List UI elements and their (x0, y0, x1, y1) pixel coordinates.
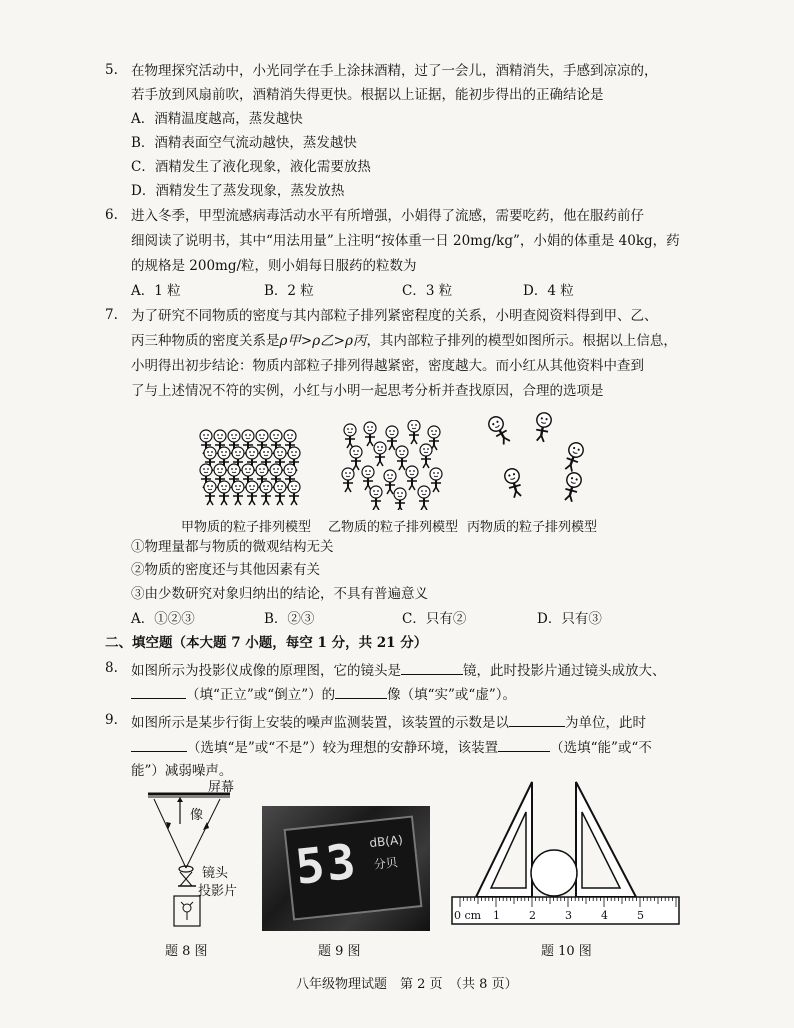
particle-model-dense-figure (196, 428, 306, 508)
particle-figure (344, 424, 356, 448)
screen-label: 屏幕 (208, 780, 235, 795)
particle-figure (288, 481, 300, 505)
question-number: 7. (105, 307, 118, 323)
question-stem (131, 712, 646, 732)
particle-figure (232, 481, 244, 505)
answer-blank[interactable] (335, 684, 387, 699)
stem-text: 如图所示是某步行街上安装的噪声监测装置，该装置的示数是以 (131, 715, 509, 731)
particle-figure (370, 486, 382, 510)
option-b: B．2 粒 (264, 283, 314, 299)
question-stem: 若手放到风扇前吹，酒精消失得更快。根据以上证据，能初步得出的正确结论是 (131, 87, 604, 103)
stem-text: （填“正立”或“倒立”）的 (186, 687, 336, 703)
particle-figure (418, 486, 430, 510)
figure-caption: 题 8 图 (165, 944, 208, 959)
noise-unit: dB(A) (368, 832, 404, 851)
ruler-label: 3 (565, 909, 572, 922)
noise-monitor-photo (262, 806, 430, 931)
stem-text: 如图所示为投影仪成像的原理图，它的镜头是 (131, 663, 401, 679)
stem-text: ，其内部粒子排列的模型如图所示。根据以上信息， (366, 333, 677, 349)
slide-label: 投影片 (198, 884, 238, 899)
statement-3: ③由少数研究对象归纳出的结论，不具有普遍意义 (131, 586, 428, 602)
particle-figure (274, 481, 286, 505)
particle-figure (342, 468, 354, 492)
option-a: A．酒精温度越高，蒸发越快 (131, 111, 303, 127)
question-stem: 在物理探究活动中，小光同学在手上涂抹酒精，过了一会儿，酒精消失，手感到凉凉的， (131, 63, 658, 79)
particle-figure (562, 441, 585, 473)
particle-figure (486, 414, 513, 446)
particle-figure (420, 444, 432, 468)
option-b: B．②③ (264, 611, 315, 627)
question-stem: 了与上述情况不符的实例，小红与小明一起思考分析并查找原因，合理的选项是 (131, 383, 604, 399)
particle-figure (503, 467, 524, 499)
question-stem (131, 737, 652, 757)
ruler-label: 0 cm (454, 909, 482, 922)
image-label: 像 (190, 808, 204, 823)
triangles-drawing (448, 776, 683, 926)
particle-figure (204, 481, 216, 505)
stem-text: 像（填“实”或“虚”）。 (387, 687, 516, 703)
figure-caption: 题 9 图 (318, 944, 361, 959)
answer-blank[interactable] (509, 712, 565, 727)
particle-figure (260, 481, 272, 505)
projector-diagram (140, 778, 260, 938)
particle-figure (218, 481, 230, 505)
particle-model-medium-figure (338, 420, 448, 510)
particle-figure (561, 471, 582, 503)
ruler-label: 2 (529, 909, 536, 922)
question-number: 6. (105, 207, 118, 223)
option-b: B．酒精表面空气流动越快，蒸发越快 (131, 135, 357, 151)
answer-blank[interactable] (401, 660, 463, 675)
projector-diagram-drawing (140, 778, 260, 938)
ruler-label: 4 (601, 909, 608, 922)
answer-blank[interactable] (131, 684, 186, 699)
particle-figure (394, 488, 406, 510)
question-number: 9. (105, 712, 118, 728)
particle-model-sparse-figure (478, 410, 588, 510)
option-c: C．3 粒 (402, 283, 453, 299)
density-relation: ρ甲>ρ乙>ρ丙 (279, 333, 367, 349)
question-stem (131, 660, 666, 680)
particle-figure (374, 442, 386, 466)
particle-figure (408, 420, 420, 444)
statement-1: ①物理量都与物质的微观结构无关 (131, 539, 334, 555)
question-stem (131, 684, 516, 704)
particle-figure (396, 446, 408, 470)
option-c: C．酒精发生了液化现象，液化需要放热 (131, 159, 371, 175)
noise-reading: 53 (292, 833, 361, 896)
question-number: 8. (105, 660, 118, 676)
stem-text: （选填“是”或“不是”）较为理想的安静环境，该装置 (187, 740, 499, 756)
particle-figure (430, 468, 442, 492)
ruler-triangle-diagram (448, 776, 683, 926)
option-d: D．4 粒 (523, 283, 574, 299)
stem-text: 丙三种物质的密度关系是 (131, 333, 280, 349)
section-heading: 二、填空题（本大题 7 小题，每空 1 分，共 21 分） (105, 635, 428, 651)
figure-caption: 丙物质的粒子排列模型 (467, 520, 598, 535)
question-stem: 小明得出初步结论：物质内部粒子排列得越紧密，密度越大。而小红从其他资料中查到 (131, 358, 644, 374)
option-a: A．①②③ (131, 611, 195, 627)
particle-figure (533, 412, 552, 443)
option-d: D．酒精发生了蒸发现象，蒸发放热 (131, 183, 345, 199)
option-d: D．只有③ (537, 611, 602, 627)
question-stem: 细阅读了说明书，其中“用法用量”上注明“按体重一日 20mg/kg”，小娟的体重是 40kg，药 (131, 233, 680, 249)
figure-caption: 题 10 图 (541, 944, 592, 959)
noise-unit-cn: 分贝 (373, 855, 399, 872)
question-stem: 进入冬季，甲型流感病毒活动水平有所增强，小娟得了流感，需要吃药，他在服药前仔 (131, 208, 644, 224)
particle-figure (386, 426, 398, 450)
page-footer: 八年级物理试题 第 2 页 （共 8 页） (296, 977, 518, 992)
question-stem: 能”）减弱噪声。 (131, 763, 233, 779)
particle-figure (350, 446, 362, 470)
ruler-label: 1 (493, 909, 500, 922)
particle-figure (384, 470, 396, 494)
question-stem: 为了研究不同物质的密度与其内部粒子排列紧密程度的关系，小明查阅资料得到甲、乙、 (131, 308, 658, 324)
answer-blank[interactable] (498, 737, 550, 752)
question-stem: 的规格是 200mg/粒，则小娟每日服药的粒数为 (131, 258, 417, 274)
statement-2: ②物质的密度还与其他因素有关 (131, 562, 320, 578)
stem-text: （选填“能”或“不 (550, 740, 652, 756)
stem-text: 镜，此时投影片通过镜头成放大、 (463, 663, 666, 679)
ruler-label: 5 (637, 909, 644, 922)
lens-label: 镜头 (202, 866, 229, 881)
stem-text: 为单位，此时 (565, 715, 646, 731)
particle-figure (406, 466, 418, 490)
figure-caption: 甲物质的粒子排列模型 (181, 520, 312, 535)
noise-monitor-display (284, 815, 423, 920)
particle-figure (364, 422, 376, 446)
particle-figure (362, 466, 374, 490)
figure-caption: 乙物质的粒子排列模型 (328, 520, 459, 535)
option-a: A．1 粒 (131, 283, 181, 299)
question-number: 5. (105, 62, 118, 78)
particle-figure (246, 481, 258, 505)
answer-blank[interactable] (131, 737, 187, 752)
question-stem (131, 332, 677, 350)
option-c: C．只有② (402, 611, 467, 627)
